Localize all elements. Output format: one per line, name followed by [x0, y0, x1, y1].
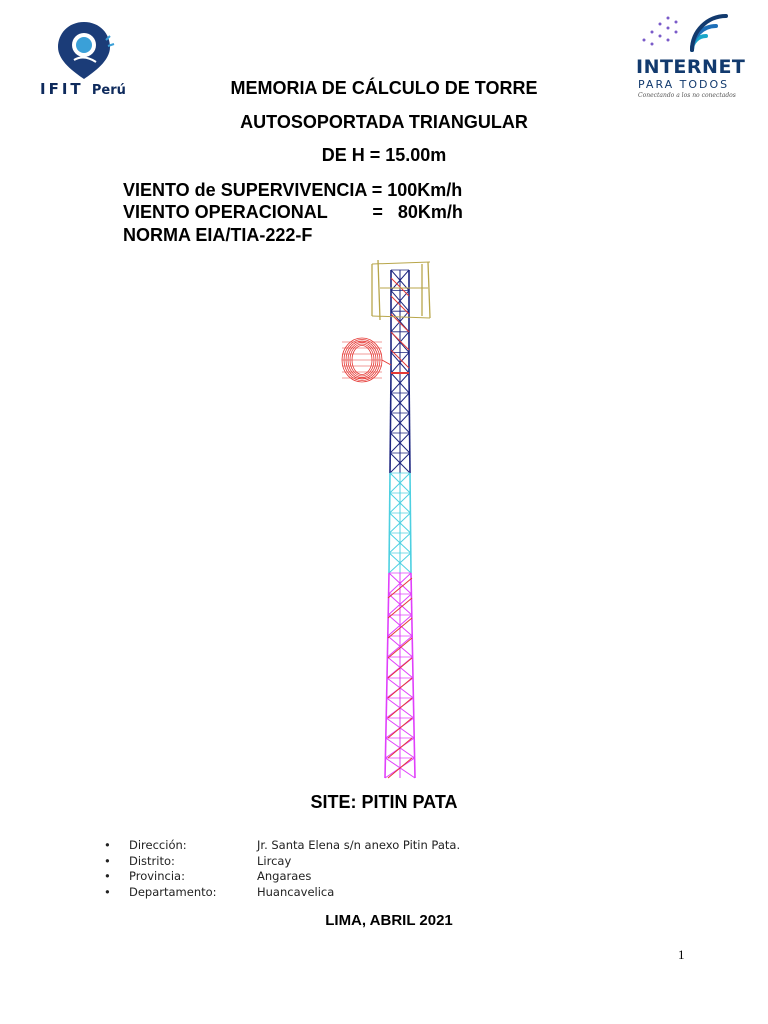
norm-spec: NORMA EIA/TIA-222-F [123, 225, 313, 245]
address-label: Dirección: [129, 838, 187, 852]
tower-structure-drawing [330, 258, 440, 788]
list-item [104, 869, 524, 885]
district-label: Distrito: [129, 853, 175, 868]
province-value: Angaraes [257, 869, 312, 883]
address-list [104, 838, 524, 900]
list-item [104, 854, 524, 870]
list-item [104, 885, 524, 901]
district-value: Lircay [257, 853, 292, 868]
bullet: • [104, 869, 111, 883]
ifit-logo-name: IFIT [40, 80, 84, 98]
survival-wind-spec: VIENTO de SUPERVIVENCIA = 100Km/h [123, 180, 463, 200]
bullet: • [104, 884, 111, 899]
logo-tagline: Conectando a los no conectados [638, 92, 736, 99]
signal-waves-icon [630, 10, 740, 56]
department-label: Departamento: [129, 884, 217, 899]
page-number: 1 [678, 947, 685, 962]
address-value: Jr. Santa Elena s/n anexo Pitin Pata. [257, 838, 461, 852]
location-pin-icon [34, 18, 144, 80]
operational-wind-spec: VIENTO OPERACIONAL = 80Km/h [123, 202, 463, 222]
province-label: Provincia: [129, 869, 185, 883]
bullet: • [104, 838, 111, 852]
bullet: • [104, 853, 111, 868]
logo-subtitle: PARA TODOS [638, 78, 730, 91]
site-title: SITE: PITIN PATA [310, 792, 458, 812]
logo-title: INTERNET [636, 56, 746, 78]
department-value: Huancavelica [257, 884, 335, 899]
document-title-line-2: AUTOSOPORTADA TRIANGULAR [240, 112, 528, 132]
list-item [104, 838, 524, 854]
document-title-line-1: MEMORIA DE CÁLCULO DE TORRE [230, 78, 538, 98]
ifit-logo-suffix: Perú [91, 83, 126, 98]
document-title-line-3: DE H = 15.00m [321, 145, 447, 165]
city-date: LIMA, ABRIL 2021 [325, 912, 453, 929]
